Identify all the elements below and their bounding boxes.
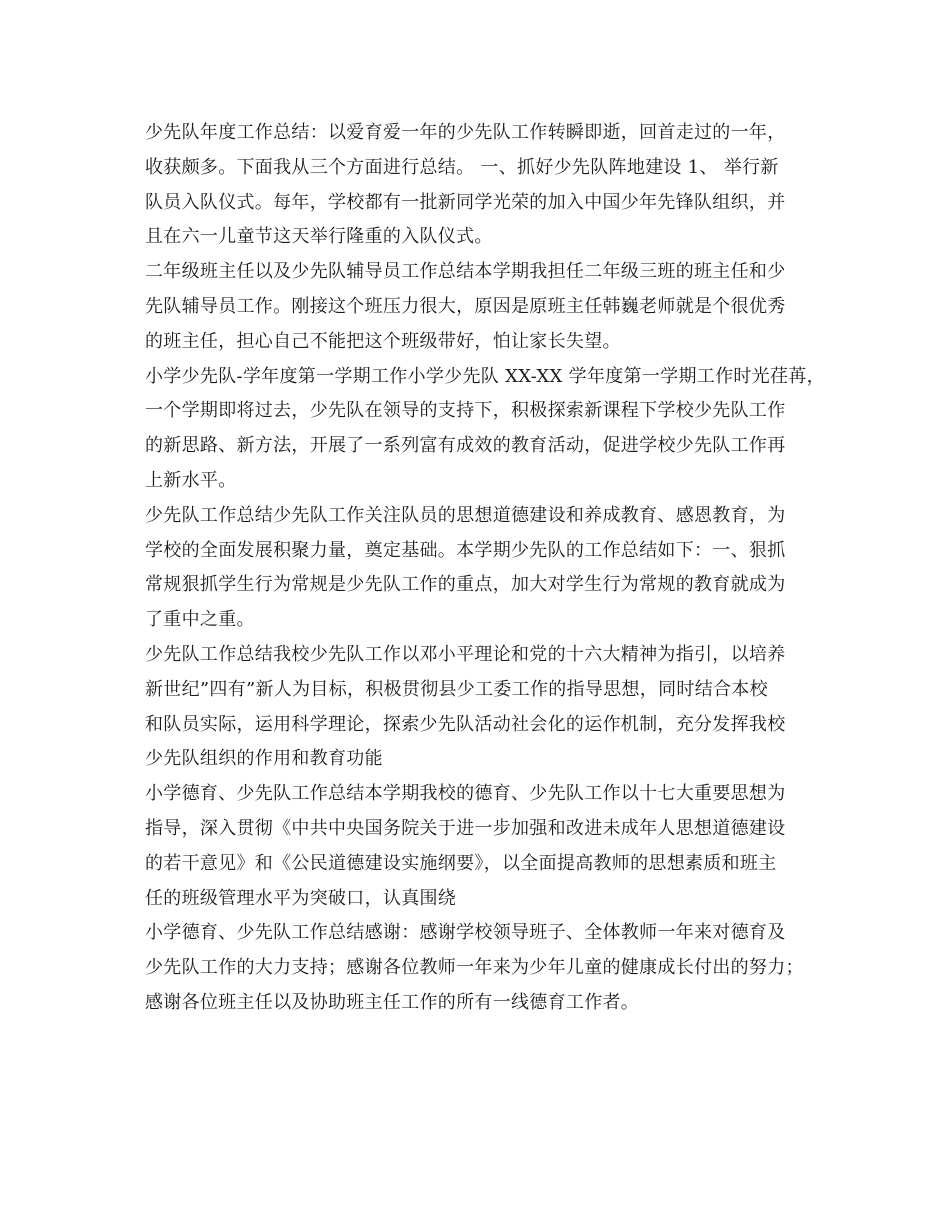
text-line: 指导，深入贯彻《中共中央国务院关于进一步加强和改进未成年人思想道德建设 — [145, 817, 786, 839]
text-line: 常规狠抓学生行为常规是少先队工作的重点，加大对学生行为常规的教育就成为 — [145, 574, 786, 596]
document-body — [145, 116, 845, 1021]
text-line: 少先队年度工作总结：以爱育爱一年的少先队工作转瞬即逝，回首走过的一年， — [145, 122, 786, 143]
text-line: 新世纪”四有”新人为目标，积极贯彻县少工委工作的指导思想，同时结合本校 — [145, 678, 768, 700]
text-line: 少先队工作的大力支持；感谢各位教师一年来为少年儿童的健康成长付出的努力； — [145, 957, 804, 979]
text-line: 小学德育、少先队工作总结本学期我校的德育、少先队工作以十七大重要思想为 — [145, 783, 786, 805]
text-line: 队员入队仪式。每年，学校都有一批新同学光荣的加入中国少年先锋队组织，并 — [145, 191, 786, 213]
text-line: 上新水平。 — [145, 469, 237, 491]
text-line: 任的班级管理水平为突破口，认真围绕 — [145, 887, 457, 909]
text-line: 的班主任，担心自己不能把这个班级带好，怕让家长失望。 — [145, 330, 621, 352]
text-line: 少先队工作总结少先队工作关注队员的思想道德建设和养成教育、感恩教育，为 — [145, 504, 786, 526]
text-line: 的若干意见》和《公民道德建设实施纲要》，以全面提高教师的思想素质和班主 — [145, 852, 777, 874]
text-line: 且在六一儿童节这天举行隆重的入队仪式。 — [145, 226, 493, 248]
text-line: 感谢各位班主任以及协助班主任工作的所有一线德育工作者。 — [145, 991, 640, 1013]
text-line: 二年级班主任以及少先队辅导员工作总结本学期我担任二年级三班的班主任和少 — [145, 261, 786, 283]
text-line: 收获颇多。下面我从三个方面进行总结。 一、抓好少先队阵地建设 1、 举行新 — [145, 156, 779, 178]
text-line: 了重中之重。 — [145, 609, 255, 631]
text-line: 学校的全面发展积聚力量，奠定基础。本学期少先队的工作总结如下：一、狠抓 — [145, 539, 786, 561]
text-line: 少先队组织的作用和教育功能 — [145, 748, 383, 770]
text-line: 先队辅导员工作。刚接这个班压力很大，原因是原班主任韩巍老师就是个很优秀 — [145, 295, 786, 317]
text-line: 和队员实际，运用科学理论，探索少先队活动社会化的运作机制，充分发挥我校 — [145, 713, 786, 735]
text-line: 的新思路、新方法，开展了一系列富有成效的教育活动，促进学校少先队工作再 — [145, 435, 786, 457]
text-line: 小学少先队-学年度第一学期工作小学少先队 XX-XX 学年度第一学期工作时光荏苒， — [145, 365, 825, 387]
text-line: 少先队工作总结我校少先队工作以邓小平理论和党的十六大精神为指引，以培养 — [145, 643, 786, 665]
text-line: 一个学期即将过去，少先队在领导的支持下，积极探索新课程下学校少先队工作 — [145, 400, 786, 422]
text-line: 小学德育、少先队工作总结感谢：感谢学校领导班子、全体教师一年来对德育及 — [145, 922, 786, 944]
